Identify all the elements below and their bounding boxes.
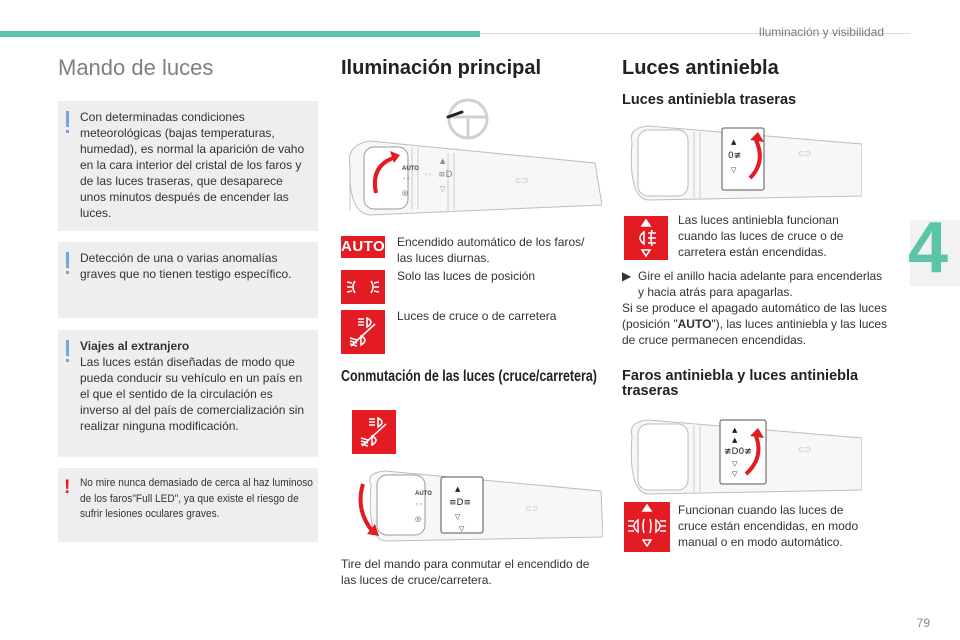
svg-text:▽: ▽: [455, 513, 461, 521]
dipped-main-beam-icon: [352, 410, 396, 454]
svg-text:▲: ▲: [455, 485, 461, 493]
position-lights-icon: [341, 270, 385, 304]
chapter-number: 4: [907, 208, 948, 288]
svg-text:⊂⊃: ⊂⊃: [798, 445, 812, 454]
light-stalk-illustration: [340, 95, 602, 220]
auto-icon: AUTO: [341, 236, 385, 258]
rear-fog-icon: [624, 216, 668, 260]
info-box-abroad: [58, 330, 318, 457]
auto-description: Encendido automático de los faros/ las luces diurnas.: [397, 235, 585, 265]
stalk-auto-label: AUTO: [415, 491, 432, 497]
svg-text:▲: ▲: [731, 138, 737, 146]
svg-text:◎: ◎: [402, 189, 409, 197]
svg-text:▽: ▽: [440, 185, 446, 193]
info-box-anomalies: [58, 242, 318, 318]
chapter-title: Iluminación y visibilidad: [758, 25, 884, 39]
warning-text-led: No mire nunca demasiado de cerca al haz luminoso de los faros"Full LED", ya que existe el riesgo de sufrir lesiones oculares graves.: [80, 477, 313, 520]
beam-switch-stalk-illustration: [355, 465, 603, 545]
subsection-front-fog: Faros antiniebla y luces antiniebla traseras: [622, 368, 859, 400]
info-body-abroad: Las luces están diseñadas de modo que pueda conducir su vehículo en un país en el que el sentido de la circulación es inverso al del país de comercialización sin realizar ninguna modificación.: [80, 355, 305, 433]
page-number: 79: [916, 616, 930, 630]
svg-text:AUTO: AUTO: [402, 166, 419, 172]
dipped-main-beam-icon: [341, 310, 385, 354]
front-rear-fog-icon: [624, 502, 670, 552]
svg-text:0≢: 0≢: [728, 151, 742, 161]
front-fog-description: Funcionan cuando las luces de cruce están encendidas, en modo manual o en modo automático.: [678, 503, 859, 549]
svg-text:◦◦: ◦◦: [402, 175, 411, 183]
svg-text:▲: ▲: [732, 426, 738, 434]
svg-text:▽: ▽: [732, 460, 738, 468]
info-title-abroad: Viajes al extranjero: [80, 339, 190, 353]
info-icon: [66, 252, 69, 268]
chapter-color-bar: [0, 31, 480, 37]
instruction-bullet-icon: ▶: [622, 269, 632, 283]
pull-arrow-icon: [355, 480, 385, 540]
svg-text:⊂⊃: ⊂⊃: [525, 504, 539, 513]
warning-box-led: [58, 468, 318, 542]
warning-icon: !: [64, 477, 71, 498]
info-icon: [66, 111, 69, 127]
info-text-anomalies: Detección de una o varias anomalías graves que no tienen testigo específico.: [80, 251, 292, 281]
rear-fog-note: Si se produce el apagado automático de las luces (posición "AUTO"), las luces antiniebla y las luces de cruce permanecen encendidas.: [622, 301, 888, 347]
svg-text:◦◦: ◦◦: [424, 171, 433, 179]
svg-text:≡D≡: ≡D≡: [449, 498, 472, 508]
svg-text:▽: ▽: [732, 470, 738, 478]
beam-switch-description: Tire del mando para conmutar el encendido de las luces de cruce/carretera.: [341, 557, 590, 587]
svg-text:◦◦: ◦◦: [415, 501, 424, 509]
subsection-rear-fog: Luces antiniebla traseras: [622, 92, 797, 108]
svg-text:⊂⊃: ⊂⊃: [798, 149, 812, 158]
steering-wheel-icon: [448, 100, 487, 138]
info-text-condensation: Con determinadas condiciones meteorológicas (bajas temperaturas, humedad), es normal la aparición de vaho en la cara interior del cristal de los faros y de las luces traseras, que desaparece unos minutos después de encender las luces.: [80, 110, 305, 220]
info-text-abroad: [80, 338, 312, 434]
front-fog-stalk-illustration: [622, 412, 862, 498]
section-title-main-lighting: Iluminación principal: [341, 57, 542, 79]
svg-text:⊂⊃: ⊂⊃: [515, 176, 529, 185]
section-title-mando: Mando de luces: [58, 55, 214, 80]
section-title-fog-lights: Luces antiniebla: [622, 57, 779, 79]
rear-fog-description: Las luces antiniebla funcionan cuando las luces de cruce o de carretera están encendidas.: [678, 213, 844, 259]
svg-text:▽: ▽: [459, 525, 465, 533]
beam-description: Luces de cruce o de carretera: [397, 309, 557, 323]
rear-fog-instruction: Gire el anillo hacia adelante para encenderlas y hacia atrás para apagarlas.: [638, 269, 883, 299]
rear-fog-stalk-illustration: [622, 118, 862, 204]
info-box-condensation: [58, 101, 318, 231]
section-title-beam-switch: Conmutación de las luces (cruce/carretera): [341, 368, 597, 385]
position-description: Solo las luces de posición: [397, 269, 536, 283]
svg-text:▲: ▲: [732, 436, 738, 444]
svg-text:◎: ◎: [415, 515, 422, 523]
rear-fog-instructions: [622, 268, 890, 348]
svg-text:▽: ▽: [731, 166, 737, 174]
info-icon: [66, 340, 69, 356]
svg-text:≡D: ≡D: [438, 170, 453, 180]
svg-text:≢D0≢: ≢D0≢: [724, 447, 752, 457]
svg-text:▲: ▲: [440, 157, 446, 165]
